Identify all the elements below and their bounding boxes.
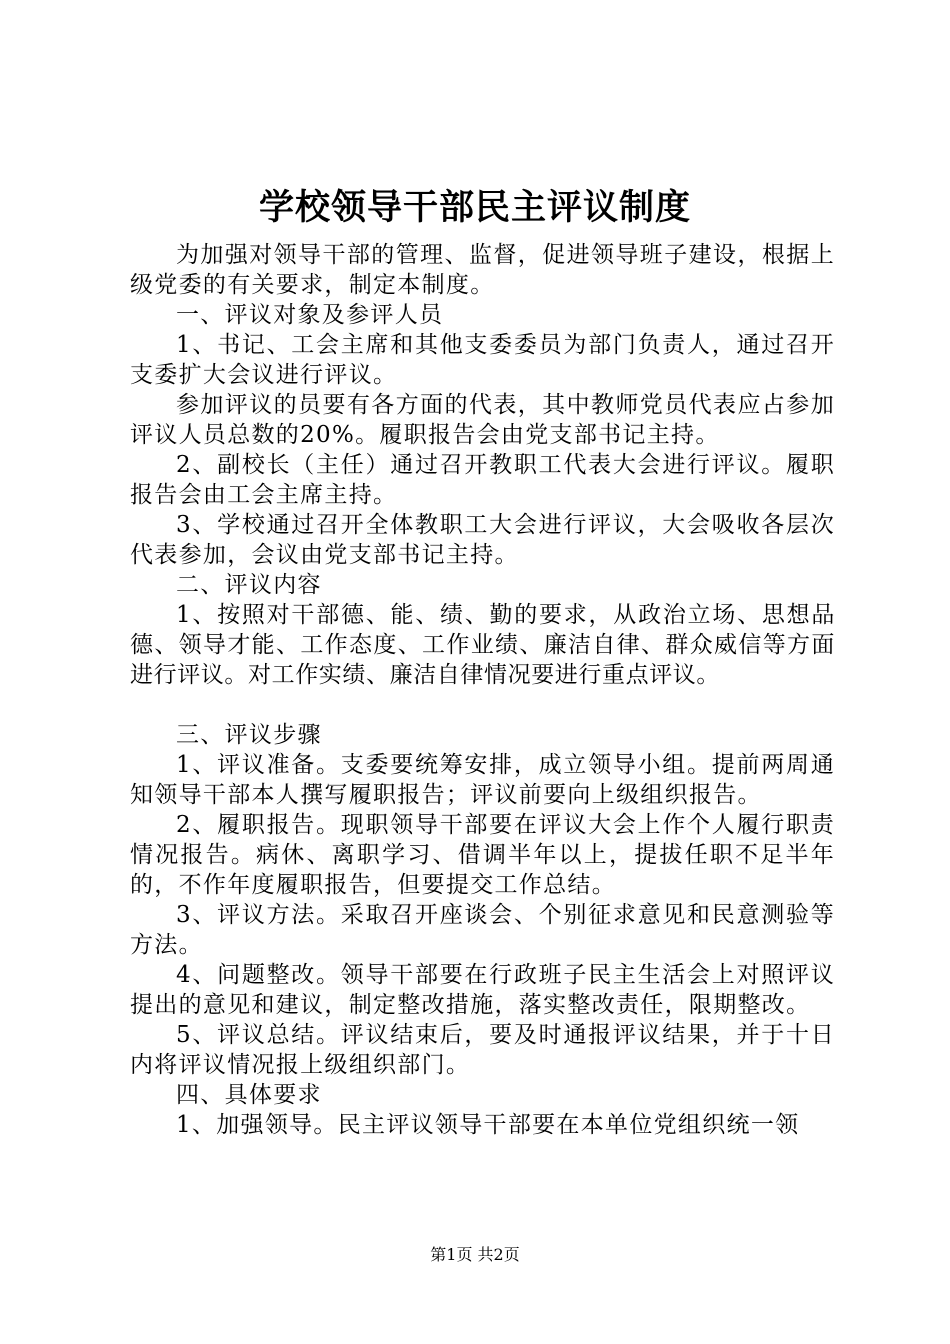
paragraph: 1、加强领导。民主评议领导干部要在本单位党组织统一领 (176, 1112, 800, 1138)
section-heading-1: 一、评议对象及参评人员 (176, 302, 444, 328)
page-number: 第1页 共2页 (430, 1245, 520, 1264)
paragraph: 3、评议方法。采取召开座谈会、个别征求意见和民意测验等方法。 (130, 902, 835, 958)
paragraph: 5、评议总结。评议结束后，要及时通报评议结果，并于十日内将评议情况报上级组织部门。 (130, 1022, 835, 1078)
section-heading-3: 三、评议步骤 (176, 722, 322, 748)
paragraph: 1、评议准备。支委要统筹安排，成立领导小组。提前两周通知领导干部本人撰写履职报告；评议前要向上级组织报告。 (130, 752, 835, 808)
document-body (130, 240, 835, 1140)
paragraph: 4、问题整改。领导干部要在行政班子民主生活会上对照评议提出的意见和建议，制定整改措施，落实整改责任，限期整改。 (130, 962, 835, 1018)
document-title: 学校领导干部民主评议制度 (258, 187, 691, 228)
paragraph: 1、书记、工会主席和其他支委委员为部门负责人，通过召开支委扩大会议进行评议。 (130, 332, 835, 388)
paragraph: 2、履职报告。现职领导干部要在评议大会上作个人履行职责情况报告。病休、离职学习、借调半年以上，提拔任职不足半年的，不作年度履职报告，但要提交工作总结。 (130, 812, 835, 898)
paragraph: 参加评议的员要有各方面的代表，其中教师党员代表应占参加评议人员总数的20%。履职报告会由党支部书记主持。 (130, 392, 835, 448)
paragraph: 1、按照对干部德、能、绩、勤的要求，从政治立场、思想品德、领导才能、工作态度、工作业绩、廉洁自律、群众威信等方面进行评议。对工作实绩、廉洁自律情况要进行重点评议。 (130, 602, 835, 688)
paragraph: 2、副校长（主任）通过召开教职工代表大会进行评议。履职报告会由工会主席主持。 (130, 452, 835, 508)
paragraph: 3、学校通过召开全体教职工大会进行评议，大会吸收各层次代表参加，会议由党支部书记主持。 (130, 512, 835, 568)
blank-line (130, 690, 835, 720)
section-heading-4: 四、具体要求 (176, 1082, 322, 1108)
section-heading-2: 二、评议内容 (176, 572, 322, 598)
intro-paragraph: 为加强对领导干部的管理、监督，促进领导班子建设，根据上级党委的有关要求，制定本制度。 (130, 242, 835, 298)
